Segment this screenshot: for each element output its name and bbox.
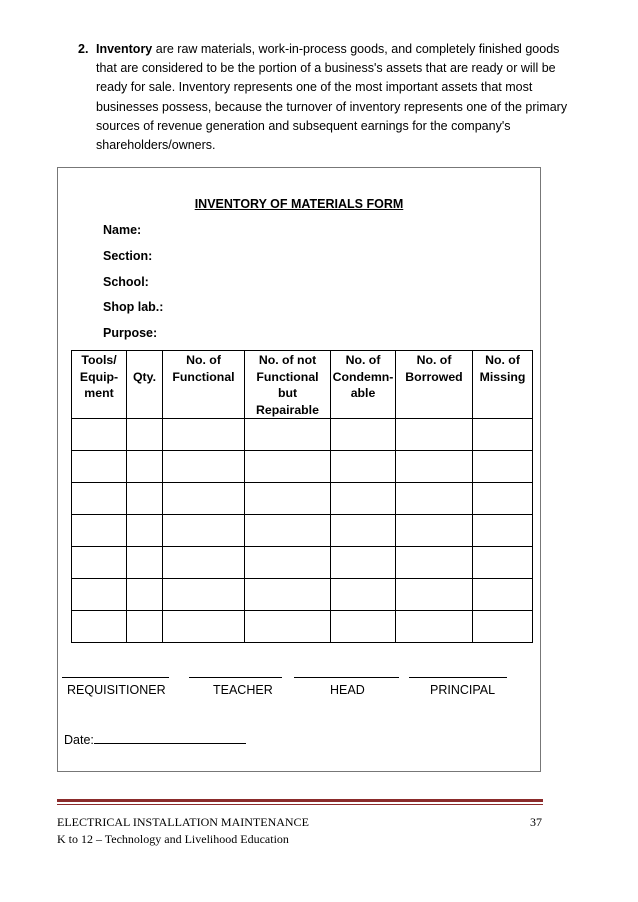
date-blank-line [94,731,246,744]
principal-label: PRINCIPAL [430,683,496,697]
table-row [72,451,533,483]
principal-signature-line [409,677,507,679]
table-cell[interactable] [72,483,127,515]
table-cell[interactable] [72,515,127,547]
table-cell[interactable] [331,515,396,547]
col-tools-equipment: Tools/ Equip- ment [72,351,127,419]
intro-line: that are considered to be the portion of a business's assets that are ready or will be [96,61,556,76]
table-cell[interactable] [127,579,163,611]
table-cell[interactable] [127,515,163,547]
table-cell[interactable] [163,547,245,579]
table-cell[interactable] [127,611,163,643]
requisitioner-signature-line [62,677,169,679]
inventory-table-body [72,419,533,643]
table-cell[interactable] [127,419,163,451]
table-row [72,611,533,643]
table-row [72,419,533,451]
table-cell[interactable] [127,451,163,483]
table-cell[interactable] [72,611,127,643]
table-cell[interactable] [473,579,533,611]
footer-rule [57,799,543,802]
table-row [72,579,533,611]
intro-term: Inventory [96,42,153,56]
table-cell[interactable] [396,451,473,483]
col-not-functional-repairable: No. of not Functional but Repairable [245,351,331,419]
teacher-signature-line [189,677,282,679]
intro-body [96,40,572,155]
item-number: 2. [78,42,89,56]
date-label: Date: [64,733,94,747]
table-cell[interactable] [396,611,473,643]
footer-rule-thin [57,804,543,805]
inventory-form [57,167,541,772]
inventory-table [71,350,533,643]
footer-program: K to 12 – Technology and Livelihood Education [57,832,289,846]
table-cell[interactable] [72,547,127,579]
table-cell[interactable] [245,419,331,451]
shop-lab-field-label: Shop lab.: [103,300,164,314]
form-title: INVENTORY OF MATERIALS FORM [194,197,404,211]
table-cell[interactable] [163,515,245,547]
intro-line: ready for sale. Inventory represents one of the most important assets that most [96,80,533,95]
teacher-label: TEACHER [213,683,273,697]
col-condemnable: No. of Condemn- able [331,351,396,419]
school-field-label: School: [103,275,149,289]
purpose-field-label: Purpose: [103,326,158,340]
table-row [72,483,533,515]
table-cell[interactable] [245,579,331,611]
table-cell[interactable] [245,451,331,483]
table-cell[interactable] [396,579,473,611]
table-cell[interactable] [163,579,245,611]
col-missing: No. of Missing [473,351,533,419]
head-label: HEAD [330,683,365,697]
table-cell[interactable] [127,483,163,515]
table-row [72,515,533,547]
col-functional: No. of Functional [163,351,245,419]
table-cell[interactable] [163,611,245,643]
table-cell[interactable] [473,451,533,483]
table-cell[interactable] [473,515,533,547]
table-cell[interactable] [396,483,473,515]
requisitioner-label: REQUISITIONER [67,683,166,697]
intro-line: sources of revenue generation and subsequent earnings for the company's [96,118,511,133]
table-cell[interactable] [245,515,331,547]
table-cell[interactable] [163,419,245,451]
table-cell[interactable] [331,611,396,643]
col-qty: Qty. [127,351,163,419]
page-number: 37 [530,815,542,829]
table-cell[interactable] [245,483,331,515]
intro-line: are raw materials, work-in-process goods, and completely finished goods [152,42,560,56]
table-cell[interactable] [72,419,127,451]
footer-course-title: ELECTRICAL INSTALLATION MAINTENANCE [57,815,309,829]
date-field [64,731,246,747]
table-cell[interactable] [163,483,245,515]
table-cell[interactable] [331,483,396,515]
head-signature-line [294,677,399,679]
table-cell[interactable] [72,451,127,483]
name-field-label: Name: [103,223,142,237]
table-cell[interactable] [72,579,127,611]
table-cell[interactable] [245,611,331,643]
intro-line: businesses possess, because the turnover of inventory represents one of the primary [96,99,568,114]
table-cell[interactable] [331,419,396,451]
table-header-row [72,351,533,419]
table-cell[interactable] [163,451,245,483]
table-cell[interactable] [473,611,533,643]
col-borrowed: No. of Borrowed [396,351,473,419]
table-cell[interactable] [396,419,473,451]
table-cell[interactable] [331,451,396,483]
section-field-label: Section: [103,249,153,263]
table-row [72,547,533,579]
table-cell[interactable] [245,547,331,579]
table-cell[interactable] [473,419,533,451]
table-cell[interactable] [473,547,533,579]
table-cell[interactable] [331,547,396,579]
table-cell[interactable] [396,515,473,547]
intro-paragraph [72,40,572,155]
table-cell[interactable] [127,547,163,579]
table-cell[interactable] [331,579,396,611]
table-cell[interactable] [473,483,533,515]
table-cell[interactable] [396,547,473,579]
intro-line: shareholders/owners. [96,138,216,153]
